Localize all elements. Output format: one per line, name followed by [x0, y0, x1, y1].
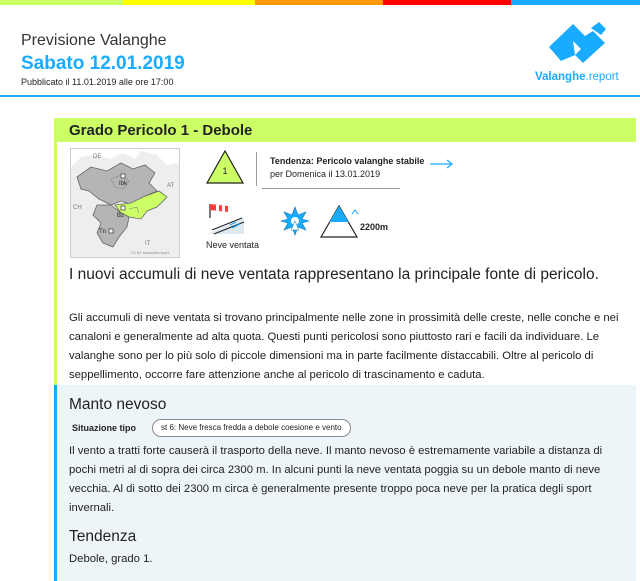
tendency-date: per Domenica il 13.01.2019: [270, 169, 381, 179]
tendency-description: Debole, grado 1.: [69, 553, 153, 565]
region-map[interactable]: [70, 148, 180, 258]
danger-level-header: [54, 118, 636, 142]
snowpack-title: Manto nevoso: [69, 396, 167, 413]
map-label-de: DE: [93, 154, 102, 160]
situation-label: Situazione tipo: [72, 423, 136, 433]
map-label-ibk: Ibk: [119, 181, 128, 187]
page-header: [0, 5, 640, 97]
divider: [262, 188, 400, 189]
aspect-compass-icon: [280, 206, 310, 236]
snowpack-accent-border: [54, 385, 57, 581]
map-label-bz: Bz: [117, 213, 125, 219]
map-label-ch: CH: [73, 205, 82, 211]
situation-badge[interactable]: st 6: Neve fresca fredda a debole coesione e vento: [152, 419, 351, 437]
snowpack-description: Il vento a tratti forte causerà il trasporto della neve. Il manto nevoso è estremamente variabile a distanza di pochi metri al di sopra dei circa 2300 m. In alcuni punti la neve ventata poggia su un debole manto di neve vecchia. Al di sotto dei 2300 m circa è generalmente presente troppo poca neve per la pratica degli sport invernali.: [69, 445, 603, 514]
tendency-section-title: Tendenza: [69, 528, 137, 545]
divider: [256, 152, 257, 186]
map-credit: CC BY avalanche.report: [131, 251, 169, 255]
danger-description: Gli accumuli di neve ventata si trovano principalmente nelle zone in prossimità delle creste, nelle conche e nei canaloni e generalmente ad alta quota. Questi punti pericolosi sono piuttosto rari e facili da individuare. Le valanghe sono per lo più solo di piccole dimensioni ma in parte facilmente distaccabili. Oltre al pericolo di seppellimento, occorre fare attenzione anche al pericolo di trascinamento e caduta.: [69, 312, 619, 381]
level-accent-border: [54, 142, 57, 385]
site-logo[interactable]: [535, 21, 625, 86]
logo-text: Valanghe.report: [535, 71, 619, 83]
map-label-it: IT: [145, 241, 151, 247]
danger-level-number: 1: [222, 166, 228, 176]
elevation-value: 2200m: [360, 222, 389, 232]
logo-mountain-icon: [547, 21, 609, 63]
region-map-graphic: [71, 149, 179, 257]
map-label-tn: Tn: [99, 229, 107, 235]
wind-slab-icon: [206, 198, 246, 236]
bulletin-card: [54, 118, 636, 581]
danger-level-title: Grado Pericolo 1 - Debole: [69, 122, 253, 139]
map-label-at: AT: [167, 183, 175, 189]
tendency-title: Tendenza: Pericolo valanghe stabile: [270, 156, 425, 166]
avalanche-problem-label: Neve ventata: [206, 240, 260, 250]
published-info: Pubblicato il 11.01.2019 alle ore 17:00: [21, 77, 174, 87]
danger-highlight: I nuovi accumuli di neve ventata rappresentano la principale fonte di pericolo.: [69, 266, 599, 283]
page-subtitle: Previsione Valanghe: [21, 32, 167, 49]
arrow-right-icon: [430, 158, 454, 170]
elevation-icon: [319, 204, 359, 238]
bulletin-date: Sabato 12.01.2019: [21, 53, 185, 74]
